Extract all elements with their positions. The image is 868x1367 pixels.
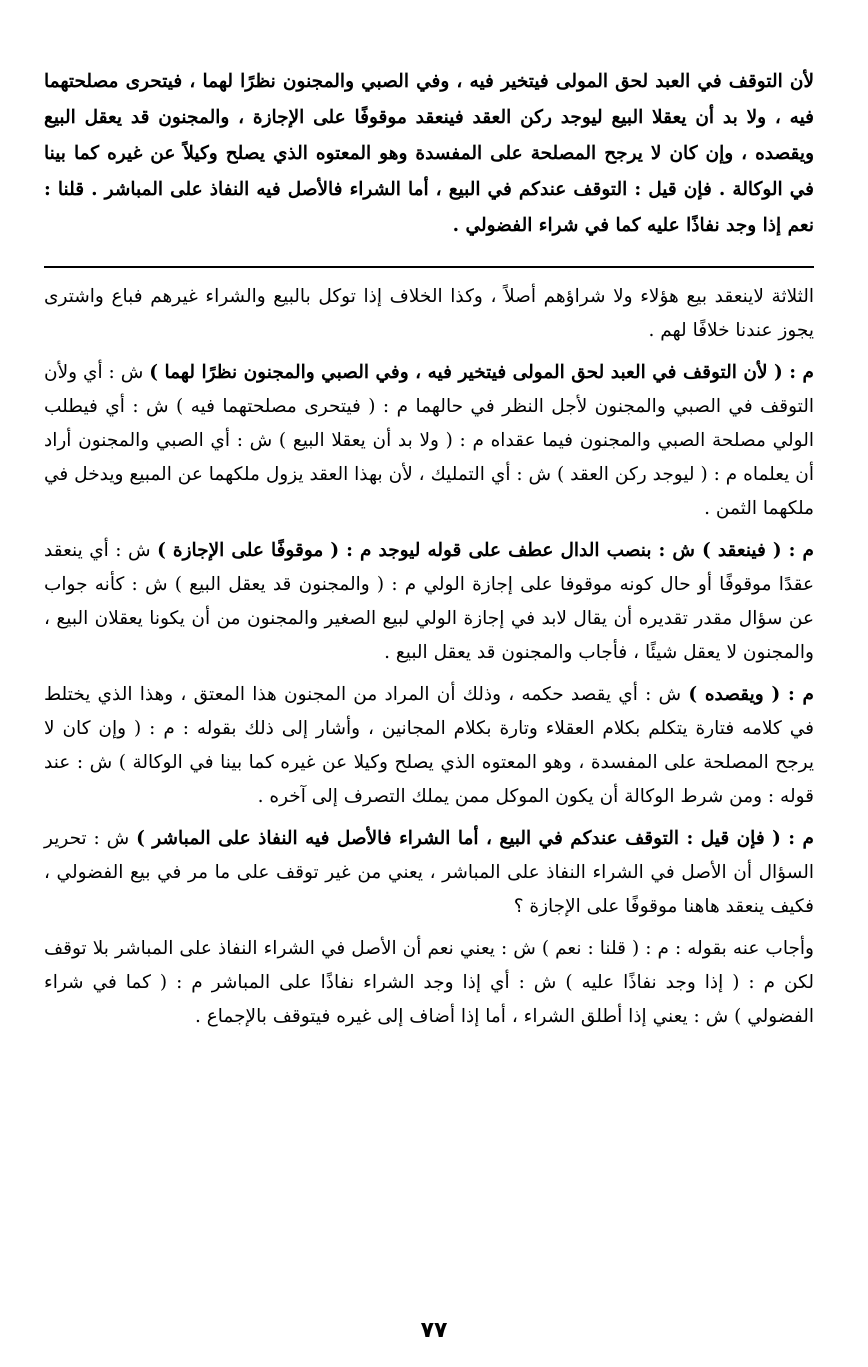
matn-quote: م : ( فإن قيل : التوقف عندكم في البيع ، أما الشراء فالأصل فيه النفاذ على المباشر ) — [136, 828, 814, 849]
matn-quote: م : ( فينعقد ) ش : بنصب الدال عطف على قوله ليوجد م : ( موقوفًا على الإجازة ) — [157, 540, 814, 561]
sharh-text: ش : أي ولأن التوقف في الصبي والمجنون لأجل النظر في حالهما م : ( فيتحرى مصلحتهما فيه ) ش : أي فيطلب الولي مصلحة الصبي والمجنون فيما عقداه م : ( ولا بد أن يعقلا البيع ) ش : أي الصبي والمجنون أراد أن يعلماه م : ( ليوجد ركن العقد ) ش : أي التمليك ، لأن بهذا العقد يزول ملكهما عن المبيع ويدخل في ملكهما الثمن . — [44, 362, 814, 519]
commentary-paragraph — [44, 534, 814, 670]
sharh-text: ش : تحرير السؤال أن الأصل في الشراء النفاذ على المباشر ، يعني من غير توقف على ما مر في بيع الفضولي ، فكيف ينعقد هاهنا موقوفًا على الإجازة ؟ — [44, 828, 814, 917]
matn-quote: م : ( ويقصده ) — [688, 684, 814, 705]
commentary-paragraph — [44, 356, 814, 526]
commentary-paragraph — [44, 678, 814, 814]
sharh-text: وأجاب عنه بقوله : م : ( قلنا : نعم ) ش : يعني نعم أن الأصل في الشراء النفاذ على المباشر بلا توقف لكن م : ( إذا وجد نفاذًا عليه ) ش : أي إذا وجد الشراء نفاذًا على المباشر م : ( كما في شراء الفضولي ) ش : يعني إذا أطلق الشراء ، أما إذا أضاف إلى غيره فيتوقف بالإجماع . — [44, 938, 814, 1027]
separator-rule — [44, 266, 814, 268]
sharh-text: ش : أي ينعقد عقدًا موقوفًا أو حال كونه موقوفا على إجازة الولي م : ( والمجنون قد يعقل البيع ) ش : كأنه جواب عن سؤال مقدر تقديره أن يقال لابد في إجازة الولي لبيع الصغير والمجنون من أن يكونا يعقلان البيع ، والمجنون لا يعقل شيئًا ، فأجاب والمجنون قد يعقل البيع . — [44, 540, 814, 663]
matn-quote: م : ( لأن التوقف في العبد لحق المولى فيتخير فيه ، وفي الصبي والمجنون نظرًا لهما ) — [149, 362, 814, 383]
main-text-paragraph: لأن التوقف في العبد لحق المولى فيتخير فيه ، وفي الصبي والمجنون نظرًا لهما ، فيتحرى مصلحتهما فيه ، ولا بد أن يعقلا البيع ليوجد ركن العقد فينعقد موقوفًا على الإجازة ، والمجنون قد يعقل البيع ويقصده ، وإن كان لا يرجح المصلحة على المفسدة وهو المعتوه الذي يصلح وكيلاً عن غيره كما بينا في الوكالة . فإن قيل : التوقف عندكم في البيع ، أما الشراء فالأصل فيه النفاذ على المباشر . قلنا : نعم إذا وجد نفاذًا عليه كما في شراء الفضولي . — [44, 71, 814, 236]
commentary-paragraph — [44, 822, 814, 924]
commentary — [44, 280, 814, 1034]
page-number: ٧٧ — [420, 1318, 448, 1343]
commentary-paragraph — [44, 932, 814, 1034]
main-text — [44, 64, 814, 244]
commentary-paragraph: الثلاثة لاينعقد بيع هؤلاء ولا شراؤهم أصلاً ، وكذا الخلاف إذا توكل بالبيع والشراء غيرهم فباع واشترى يجوز عندنا خلافًا لهم . — [44, 286, 814, 341]
book-page — [44, 64, 814, 1042]
sharh-text: ش : أي يقصد حكمه ، وذلك أن المراد من المجنون هذا المعتق ، وهذا الذي يختلط في كلامه فتارة يتكلم بكلام العقلاء وتارة بكلام المجانين ، وأشار إلى ذلك بقوله : م : ( وإن كان لا يرجح المصلحة على المفسدة ، وهو المعتوه الذي يصلح وكيلا عن غيره كما بينا في الوكالة ) ش : عند قوله : ومن شرط الوكالة أن يكون الموكل ممن يملك التصرف إلى آخره . — [44, 684, 814, 807]
